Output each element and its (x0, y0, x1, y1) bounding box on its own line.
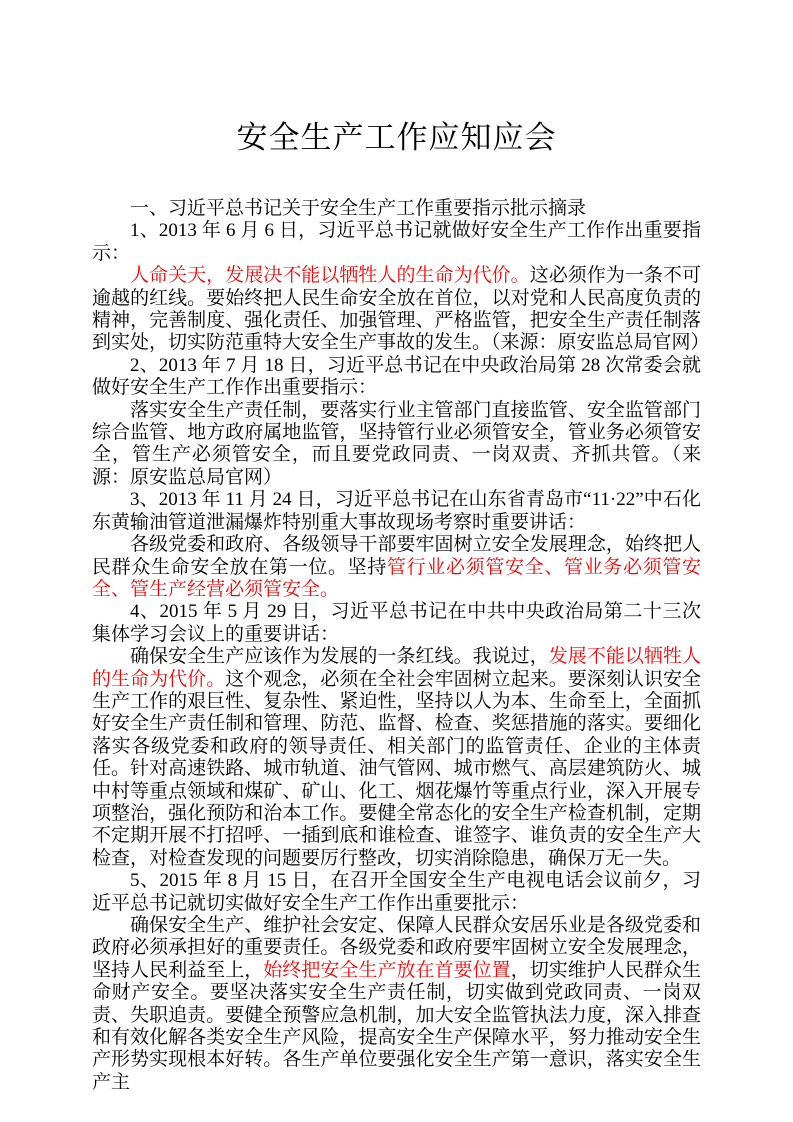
body-text: 确保安全生产应该作为发展的一条红线。我说过， (130, 646, 549, 668)
body-text: ，切实维护人民群众生命财产安全。要坚决落实安全生产责任制，切实做到党政同责、一岗双责、失职追责。要健全预警应急机制，加大安全监管执法力度，深入排查和有效化解各类安全生产风险，提高安全生产保障水平，努力推动安全生产形势实现根本好转。各生产单位要强化安全生产第一意识，落实安全生产主 (92, 959, 701, 1093)
body-text: 3、2013 年 11 月 24 日，习近平总书记在山东省青岛市“11·22”中石化东黄输油管道泄漏爆炸特别重大事故现场考察时重要讲话： (92, 489, 701, 533)
body-text: 这个观念，必须在全社会牢固树立起来。要深刻认识安全生产工作的艰巨性、复杂性、紧迫性，坚持以人为本、生命至上，全面抓好安全生产责任制和管理、防范、监督、检查、奖惩措施的落实。要细化落实各级党委和政府的领导责任、相关部门的监管责任、企业的主体责任。针对高速铁路、城市轨道、油气管网、城市燃气、高层建筑防火、城中村等重点领域和煤矿、矿山、化工、烟花爆竹等重点行业，深入开展专项整治，强化预防和治本工作。要健全常态化的安全生产检查机制，定期不定期开展不打招呼、一插到底和谁检查、谁签字、谁负责的安全生产大检查，对检查发现的问题要厉行整改，切实消除隐患，确保万无一失。 (92, 668, 701, 869)
paragraph (92, 534, 701, 601)
body-text: 各级党委和政府、各级领导干部要牢固树立安全发展理念，始终把人民群众生命安全放在第一位。坚持 (92, 534, 701, 578)
paragraph (92, 355, 701, 400)
body-text: 5、2015 年 8 月 15 日，在召开全国安全生产电视电话会议前夕，习近平总书记就切实做好安全生产工作作出重要批示： (92, 870, 701, 914)
body-text: 2、2013 年 7 月 18 日，习近平总书记在中央政治局第 28 次常委会就做好安全生产工作作出重要指示： (92, 354, 701, 399)
paragraph (92, 489, 701, 534)
section-heading: 一、习近平总书记关于安全生产工作重要指示批示摘录 (130, 198, 587, 219)
body-text: 落实安全生产责任制，要落实行业主管部门直接监管、安全监管部门综合监管、地方政府属地监管，坚持管行业必须管安全，管业务必须管安全，管生产必须管安全，而且要党政同责、一岗双责、齐抓共管。（来源：原安监总局官网） (92, 399, 701, 488)
highlighted-text: 始终把安全生产放在首要位置 (263, 959, 511, 981)
body-text: 这必须作为一条不可逾越的红线。要始终把人民生命安全放在首位，以对党和人民高度负责的精神，完善制度、强化责任、加强管理、严格监管，把安全生产责任制落到实处，切实防范重特大安全生产事故的发生。（来源：原安监总局官网） (92, 265, 710, 354)
highlighted-text: 管行业必须管安全、管业务必须管安全、管生产经营必须管安全。 (92, 556, 701, 600)
highlighted-text: 人命关天，发展决不能以牺牲人的生命为代价。 (130, 265, 530, 287)
body-text: 4、2015 年 5 月 29 日，习近平总书记在中共中央政治局第二十三次集体学习会议上的重要讲话： (92, 601, 701, 645)
paragraph (92, 400, 701, 490)
body-text: 1、2013 年 6 月 6 日，习近平总书记就做好安全生产工作作出重要指示： (92, 220, 701, 264)
paragraph (92, 646, 701, 870)
body-text: 确保安全生产、维护社会安定、保障人民群众安居乐业是各级党委和政府必须承担好的重要责任。各级党委和政府要牢固树立安全发展理念，坚持人民利益至上， (92, 915, 701, 981)
paragraph (92, 220, 701, 265)
paragraph (92, 265, 710, 355)
paragraph (92, 601, 701, 646)
paragraph (92, 915, 701, 1094)
paragraph (92, 870, 701, 915)
document-title: 安全生产工作应知应会 (236, 120, 557, 155)
highlighted-text: 发展不能以牺牲人的生命为代价。 (92, 646, 701, 690)
document-body (92, 220, 710, 1094)
